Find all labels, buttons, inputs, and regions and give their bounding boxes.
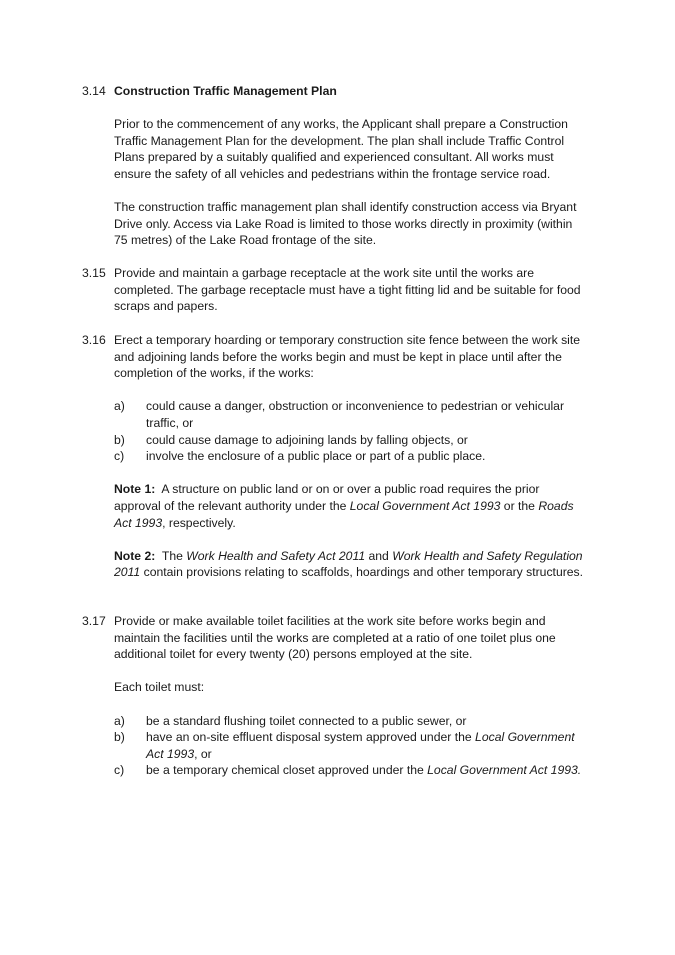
section-number: 3.16 (82, 333, 106, 347)
list-text: could cause damage to adjoining lands by falling objects, or (146, 432, 468, 447)
paragraph: Provide and maintain a garbage receptacle at the work site until the works are completed. The garbage receptacle must have a tight fitting lid and be suitable for food scraps and papers. (114, 266, 581, 314)
list-text: have an on-site effluent disposal system approved under the (146, 730, 476, 745)
note-text: The (161, 548, 187, 563)
note-label: Note 2: (114, 548, 156, 563)
list-text: , or (194, 746, 212, 761)
list-item (114, 432, 587, 449)
list-label: a) (114, 713, 125, 728)
list-text: involve the enclosure of a public place or part of a public place. (146, 449, 486, 464)
section-number: 3.14 (82, 84, 106, 98)
list-item (114, 398, 587, 431)
note-text: A structure on public land or on or over a public road requires the prior approval of the relevant authority under the (114, 482, 540, 513)
list-item (114, 448, 587, 465)
list-citation: Local Government Act 1993. (427, 763, 582, 778)
section-3-17 (82, 613, 587, 779)
paragraph: Erect a temporary hoarding or temporary construction site fence between the work site and adjoining lands before the works begin and must be kept in place until after the completion of the works, if the works: (114, 333, 581, 381)
section-3-16 (82, 332, 587, 581)
paragraph: Prior to the commencement of any works, the Applicant shall prepare a Construction Traffic Management Plan for the development. The plan shall include Traffic Control Plans prepared by a suitably qualified and experienced consultant. All works must ensure the safety of all vehicles and pedestrians within the frontage service road. (114, 117, 568, 181)
paragraph: Provide or make available toilet facilities at the work site before works begin and maintain the facilities until the works are completed at a ratio of one toilet plus one additional toilet for every twenty (20) persons employed at the site. (114, 614, 556, 662)
list-label: b) (114, 432, 125, 447)
note-2 (114, 548, 587, 581)
paragraph: The construction traffic management plan shall identify construction access via Bryant Drive only. Access via Lake Road is limited to those works directly in proximity (within 75 metres) of the Lake Road frontage of the site. (114, 200, 577, 248)
list-text: be a standard flushing toilet connected to a public sewer, or (146, 713, 467, 728)
section-3-15 (82, 265, 587, 315)
note-1 (114, 481, 587, 531)
paragraph: Each toilet must: (114, 680, 205, 695)
section-3-14 (82, 83, 587, 249)
note-citation: Local Government Act 1993 (349, 498, 501, 513)
list-item (114, 713, 587, 730)
list-item (114, 729, 587, 762)
note-text: contain provisions relating to scaffolds, hoardings and other temporary structures. (140, 565, 584, 580)
note-text: , respectively. (162, 515, 236, 530)
section-number: 3.17 (82, 614, 106, 628)
list-label: b) (114, 730, 125, 745)
list-text: could cause a danger, obstruction or inconvenience to pedestrian or vehicular traffic, or (146, 399, 565, 430)
note-label: Note 1: (114, 482, 156, 497)
note-text: and (365, 548, 393, 563)
note-citation: Roads Act 1993 (114, 498, 574, 530)
section-number: 3.15 (82, 266, 106, 280)
list-label: a) (114, 399, 125, 414)
toilet-list (114, 713, 587, 779)
list-label: c) (114, 449, 125, 464)
condition-list (114, 398, 587, 464)
note-citation: Work Health and Safety Act 2011 (186, 548, 366, 563)
section-title: Construction Traffic Management Plan (114, 84, 337, 98)
list-text: be a temporary chemical closet approved under the (146, 763, 428, 778)
note-citation: Work Health and Safety Regulation 2011 (114, 548, 583, 580)
list-item (114, 762, 587, 779)
list-label: c) (114, 763, 125, 778)
list-citation: Local Government Act 1993 (146, 730, 575, 761)
note-text: or the (500, 498, 539, 513)
